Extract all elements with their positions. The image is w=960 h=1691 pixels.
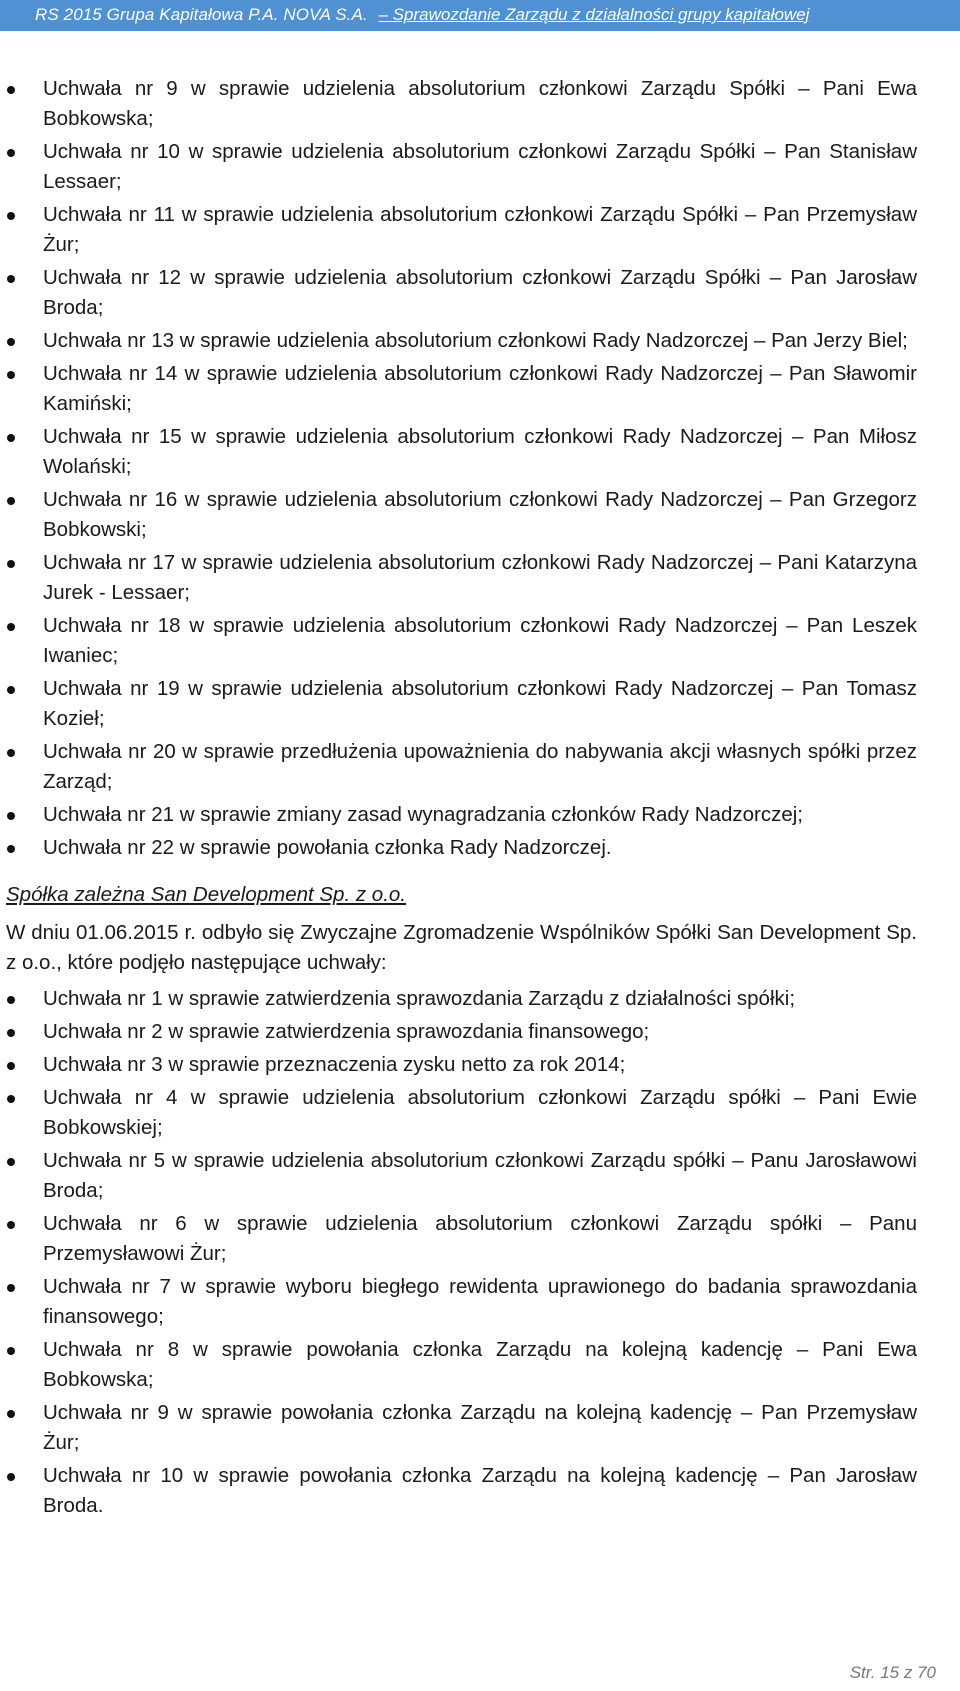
list-item: Uchwała nr 5 w sprawie udzielenia absolutorium członkowi Zarządu spółki – Panu Jarosławowi Broda;	[0, 1146, 917, 1206]
list-item: Uchwała nr 10 w sprawie udzielenia absolutorium członkowi Zarządu Spółki – Pan Stanisław Lessaer;	[0, 137, 917, 197]
list-item: Uchwała nr 15 w sprawie udzielenia absolutorium członkowi Rady Nadzorczej – Pan Miłosz Wolański;	[0, 422, 917, 482]
list-item: Uchwała nr 8 w sprawie powołania członka Zarządu na kolejną kadencję – Pani Ewa Bobkowska;	[0, 1335, 917, 1395]
list-item: Uchwała nr 2 w sprawie zatwierdzenia sprawozdania finansowego;	[0, 1017, 917, 1047]
document-body	[0, 74, 960, 1524]
list-item: Uchwała nr 9 w sprawie powołania członka Zarządu na kolejną kadencję – Pan Przemysław Żur;	[0, 1398, 917, 1458]
list-item: Uchwała nr 6 w sprawie udzielenia absolutorium członkowi Zarządu spółki – Panu Przemysławowi Żur;	[0, 1209, 917, 1269]
list-item: Uchwała nr 16 w sprawie udzielenia absolutorium członkowi Rady Nadzorczej – Pan Grzegorz Bobkowski;	[0, 485, 917, 545]
list-item: Uchwała nr 20 w sprawie przedłużenia upoważnienia do nabywania akcji własnych spółki przez Zarząd;	[0, 737, 917, 797]
list-item: Uchwała nr 9 w sprawie udzielenia absolutorium członkowi Zarządu Spółki – Pani Ewa Bobkowska;	[0, 74, 917, 134]
list-item: Uchwała nr 1 w sprawie zatwierdzenia sprawozdania Zarządu z działalności spółki;	[0, 984, 917, 1014]
list-item: Uchwała nr 17 w sprawie udzielenia absolutorium członkowi Rady Nadzorczej – Pani Katarzyna Jurek - Lessaer;	[0, 548, 917, 608]
resolution-list-parent	[0, 74, 960, 863]
resolution-list-subsidiary	[0, 984, 960, 1521]
list-item: Uchwała nr 12 w sprawie udzielenia absolutorium członkowi Zarządu Spółki – Pan Jarosław Broda;	[0, 263, 917, 323]
list-item: Uchwała nr 22 w sprawie powołania członka Rady Nadzorczej.	[0, 833, 917, 863]
section-heading: Spółka zależna San Development Sp. z o.o.	[6, 883, 406, 906]
list-item: Uchwała nr 19 w sprawie udzielenia absolutorium członkowi Rady Nadzorczej – Pan Tomasz Kozieł;	[0, 674, 917, 734]
list-item: Uchwała nr 11 w sprawie udzielenia absolutorium członkowi Zarządu Spółki – Pan Przemysław Żur;	[0, 200, 917, 260]
header-company: RS 2015 Grupa Kapitałowa P.A. NOVA S.A.	[35, 5, 368, 24]
page-header	[0, 0, 960, 31]
section-intro-paragraph: W dniu 01.06.2015 r. odbyło się Zwyczajne Zgromadzenie Wspólników Spółki San Development Sp. z o.o., które podjęło następujące uchwały:	[6, 921, 917, 974]
list-item: Uchwała nr 10 w sprawie powołania członka Zarządu na kolejną kadencję – Pan Jarosław Broda.	[0, 1461, 917, 1521]
list-item: Uchwała nr 13 w sprawie udzielenia absolutorium członkowi Rady Nadzorczej – Pan Jerzy Biel;	[0, 326, 917, 356]
header-document-title: – Sprawozdanie Zarządu z działalności grupy kapitałowej	[378, 5, 810, 24]
list-item: Uchwała nr 3 w sprawie przeznaczenia zysku netto za rok 2014;	[0, 1050, 917, 1080]
list-item: Uchwała nr 7 w sprawie wyboru biegłego rewidenta uprawionego do badania sprawozdania finansowego;	[0, 1272, 917, 1332]
list-item: Uchwała nr 4 w sprawie udzielenia absolutorium członkowi Zarządu spółki – Pani Ewie Bobkowskiej;	[0, 1083, 917, 1143]
list-item: Uchwała nr 21 w sprawie zmiany zasad wynagradzania członków Rady Nadzorczej;	[0, 800, 917, 830]
list-item: Uchwała nr 18 w sprawie udzielenia absolutorium członkowi Rady Nadzorczej – Pan Leszek Iwaniec;	[0, 611, 917, 671]
page-number: Str. 15 z 70	[849, 1663, 936, 1682]
list-item: Uchwała nr 14 w sprawie udzielenia absolutorium członkowi Rady Nadzorczej – Pan Sławomir Kamiński;	[0, 359, 917, 419]
